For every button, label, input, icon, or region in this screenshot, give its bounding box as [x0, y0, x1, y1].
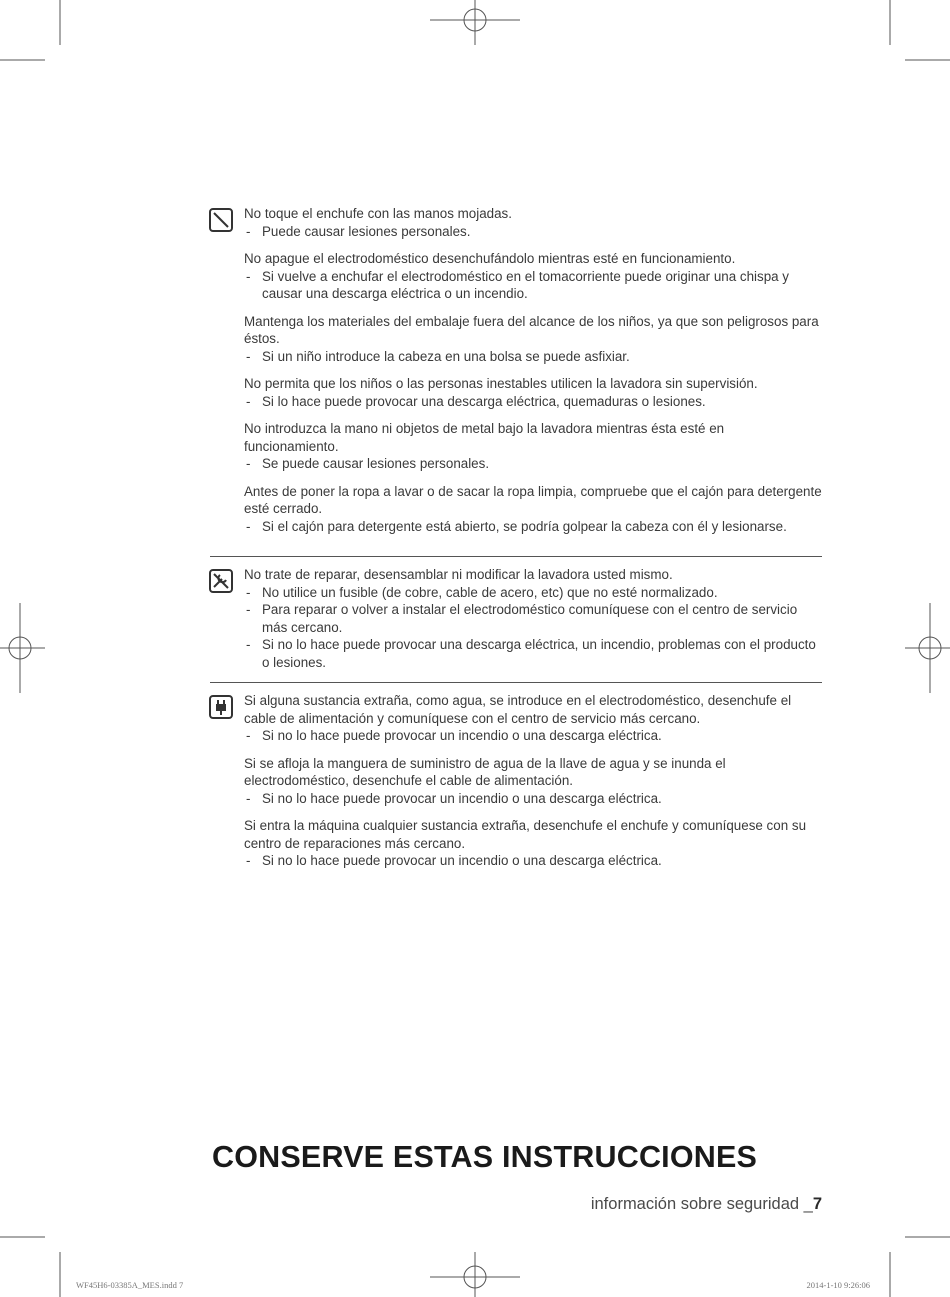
no-disassemble-icon	[208, 568, 236, 596]
section-3-content	[244, 692, 822, 870]
safety-item	[244, 313, 822, 366]
consequence: - Si no lo hace puede provocar un incendio o una descarga eléctrica.	[246, 790, 662, 806]
safety-item	[244, 375, 822, 410]
safety-item	[244, 250, 822, 303]
consequence-text: Si un niño introduce la cabeza en una bolsa se puede asfixiar.	[262, 348, 630, 364]
section-divider	[210, 556, 822, 557]
warning-section-2	[200, 566, 822, 671]
consequence: - Si vuelve a enchufar el electrodoméstico en el tomacorriente puede originar una chispa y causar una descarga eléctrica o un incendio.	[246, 268, 790, 301]
consequence: - Si no lo hace puede provocar una descarga eléctrica, un incendio, problemas con el producto o lesiones.	[246, 637, 816, 670]
safety-text: Antes de poner la ropa a lavar o de sacar la ropa limpia, compruebe que el cajón para detergente esté cerrado.	[244, 483, 822, 516]
consequence: - Si lo hace puede provocar una descarga eléctrica, quemaduras o lesiones.	[246, 393, 706, 409]
warning-section-1	[200, 205, 822, 535]
page-title: CONSERVE ESTAS INSTRUCCIONES	[212, 1140, 758, 1174]
page-number: 7	[812, 1195, 822, 1213]
section-divider	[210, 682, 822, 683]
consequence: - Para reparar o volver a instalar el electrodoméstico comuníquese con el centro de servicio más cercano.	[246, 602, 798, 635]
safety-text: Si entra la máquina cualquier sustancia extraña, desenchufe el enchufe y comuníquese con su centro de reparaciones más cercano.	[244, 818, 807, 851]
safety-item	[244, 692, 822, 745]
section-1-content	[244, 205, 822, 535]
footer-section-label	[591, 1195, 822, 1214]
safety-text: No introduzca la mano ni objetos de metal bajo la lavadora mientras ésta esté en funcionamiento.	[244, 421, 725, 454]
consequence-text: Si no lo hace puede provocar un incendio o una descarga eléctrica.	[262, 728, 662, 743]
unplug-icon	[208, 694, 236, 722]
prohibition-icon	[208, 207, 236, 235]
safety-item	[244, 755, 822, 808]
consequence-text: Si no lo hace puede provocar una descarga eléctrica, un incendio, problemas con el producto o lesiones.	[262, 637, 816, 670]
consequence: - Puede causar lesiones personales.	[246, 223, 471, 239]
consequence: - Si el cajón para detergente está abierto, se podría golpear la cabeza con él y lesionarse.	[246, 518, 787, 534]
section-name: información sobre seguridad _	[590, 1195, 813, 1213]
consequence: - Se puede causar lesiones personales.	[246, 456, 490, 471]
print-slug-file: WF45H6-03385A_MES.indd 7	[76, 1280, 184, 1290]
safety-item	[244, 483, 822, 536]
section-2-content	[244, 566, 822, 671]
safety-item	[244, 205, 822, 240]
safety-text: No permita que los niños o las personas inestables utilicen la lavadora sin supervisión.	[244, 376, 758, 391]
safety-text: No apague el electrodoméstico desenchufándolo mientras esté en funcionamiento.	[244, 251, 736, 266]
consequence-text: No utilice un fusible (de cobre, cable de acero, etc) que no esté normalizado.	[262, 584, 718, 600]
consequence: - Si no lo hace puede provocar un incendio o una descarga eléctrica.	[246, 853, 662, 868]
consequence-text: Si lo hace puede provocar una descarga eléctrica, quemaduras o lesiones.	[262, 393, 706, 409]
safety-item	[244, 817, 822, 870]
safety-item	[244, 420, 822, 473]
print-slug-timestamp: 2014-1-10 9:26:06	[806, 1280, 870, 1290]
consequence: - Si no lo hace puede provocar un incendio o una descarga eléctrica.	[246, 728, 662, 743]
consequence-text: Si el cajón para detergente está abierto, se podría golpear la cabeza con él y lesionarse.	[262, 518, 787, 534]
safety-text: No trate de reparar, desensamblar ni modificar la lavadora usted mismo.	[244, 567, 673, 582]
consequence: - No utilice un fusible (de cobre, cable de acero, etc) que no esté normalizado.	[246, 584, 718, 600]
safety-text: Mantenga los materiales del embalaje fuera del alcance de los niños, ya que son peligrosos para éstos.	[244, 313, 819, 346]
safety-text: No toque el enchufe con las manos mojadas.	[244, 206, 512, 221]
consequence-text: Para reparar o volver a instalar el electrodoméstico comuníquese con el centro de servicio más cercano.	[262, 602, 798, 635]
warning-section-3	[200, 692, 822, 870]
consequence: - Si un niño introduce la cabeza en una bolsa se puede asfixiar.	[246, 348, 630, 364]
consequence-text: Se puede causar lesiones personales.	[262, 456, 490, 471]
consequence-text: Si vuelve a enchufar el electrodoméstico en el tomacorriente puede originar una chispa y causar una descarga eléctrica o un incendio.	[262, 268, 790, 301]
consequence-text: Si no lo hace puede provocar un incendio o una descarga eléctrica.	[262, 853, 662, 868]
consequence-text: Puede causar lesiones personales.	[262, 223, 471, 239]
safety-item	[244, 566, 822, 671]
safety-text: Si alguna sustancia extraña, como agua, se introduce en el electrodoméstico, desenchufe el cable de alimentación y comuníquese con el centro de servicio más cercano.	[244, 693, 792, 726]
safety-text: Si se afloja la manguera de suministro de agua de la llave de agua y se inunda el electrodoméstico, desenchufe el cable de alimentación.	[244, 755, 726, 788]
consequence-text: Si no lo hace puede provocar un incendio o una descarga eléctrica.	[262, 790, 662, 806]
